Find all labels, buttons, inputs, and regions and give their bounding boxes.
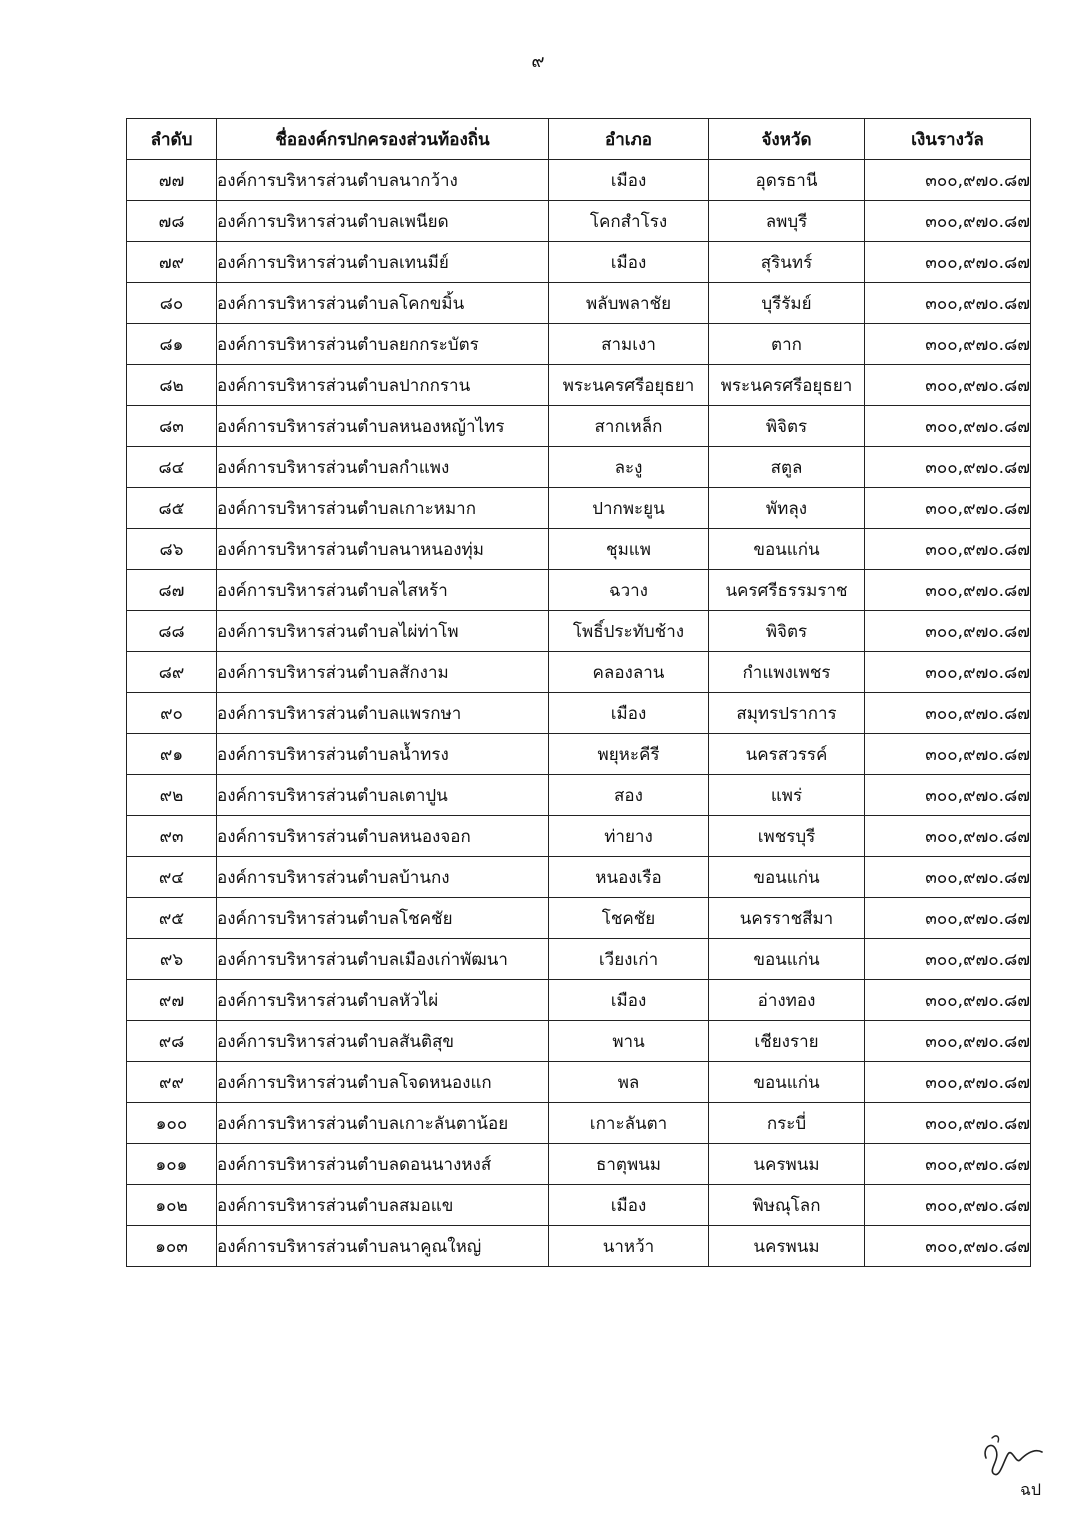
cell-name: องค์การบริหารส่วนตำบลโชคชัย <box>217 898 549 939</box>
cell-name: องค์การบริหารส่วนตำบลเพนียด <box>217 201 549 242</box>
table-row <box>127 406 1031 447</box>
cell-province: อุดรธานี <box>709 160 865 201</box>
cell-district: ฉวาง <box>549 570 709 611</box>
cell-province: ขอนแก่น <box>709 939 865 980</box>
cell-seq: ๘๐ <box>127 283 217 324</box>
cell-name: องค์การบริหารส่วนตำบลไผ่ท่าโพ <box>217 611 549 652</box>
table-row <box>127 201 1031 242</box>
cell-amount: ๓๐๐,๙๗๐.๘๗ <box>865 734 1031 775</box>
cell-seq: ๙๓ <box>127 816 217 857</box>
cell-province: นครสวรรค์ <box>709 734 865 775</box>
page-number: ๙ <box>531 51 545 72</box>
cell-name: องค์การบริหารส่วนตำบลหนองจอก <box>217 816 549 857</box>
cell-amount: ๓๐๐,๙๗๐.๘๗ <box>865 1062 1031 1103</box>
cell-seq: ๑๐๒ <box>127 1185 217 1226</box>
table-row <box>127 1103 1031 1144</box>
cell-amount: ๓๐๐,๙๗๐.๘๗ <box>865 652 1031 693</box>
cell-district: เมือง <box>549 160 709 201</box>
cell-district: ปากพะยูน <box>549 488 709 529</box>
cell-amount: ๓๐๐,๙๗๐.๘๗ <box>865 939 1031 980</box>
cell-district: โพธิ์ประทับช้าง <box>549 611 709 652</box>
cell-district: ธาตุพนม <box>549 1144 709 1185</box>
cell-name: องค์การบริหารส่วนตำบลเกาะลันตาน้อย <box>217 1103 549 1144</box>
cell-district: เมือง <box>549 242 709 283</box>
cell-name: องค์การบริหารส่วนตำบลนาคูณใหญ่ <box>217 1226 549 1267</box>
table-row <box>127 1226 1031 1267</box>
cell-name: องค์การบริหารส่วนตำบลหัวไผ่ <box>217 980 549 1021</box>
cell-name: องค์การบริหารส่วนตำบลดอนนางหงส์ <box>217 1144 549 1185</box>
cell-seq: ๙๗ <box>127 980 217 1021</box>
cell-name: องค์การบริหารส่วนตำบลหนองหญ้าไทร <box>217 406 549 447</box>
cell-seq: ๗๘ <box>127 201 217 242</box>
cell-district: ชุมแพ <box>549 529 709 570</box>
cell-province: เพชรบุรี <box>709 816 865 857</box>
signature-initials: ฉป <box>1020 1480 1042 1499</box>
table-row <box>127 365 1031 406</box>
cell-district: เมือง <box>549 980 709 1021</box>
cell-seq: ๘๖ <box>127 529 217 570</box>
cell-province: ตาก <box>709 324 865 365</box>
cell-seq: ๘๓ <box>127 406 217 447</box>
cell-amount: ๓๐๐,๙๗๐.๘๗ <box>865 406 1031 447</box>
header-amount: เงินรางวัล <box>865 119 1031 160</box>
header-seq: ลำดับ <box>127 119 217 160</box>
cell-district: พลับพลาชัย <box>549 283 709 324</box>
cell-amount: ๓๐๐,๙๗๐.๘๗ <box>865 1226 1031 1267</box>
cell-name: องค์การบริหารส่วนตำบลปากกราน <box>217 365 549 406</box>
cell-district: พระนครศรีอยุธยา <box>549 365 709 406</box>
cell-district: เมือง <box>549 693 709 734</box>
cell-province: ลพบุรี <box>709 201 865 242</box>
cell-province: กำแพงเพชร <box>709 652 865 693</box>
table-row <box>127 1185 1031 1226</box>
cell-seq: ๙๒ <box>127 775 217 816</box>
cell-amount: ๓๐๐,๙๗๐.๘๗ <box>865 857 1031 898</box>
cell-province: พัทลุง <box>709 488 865 529</box>
award-table <box>126 118 1031 1267</box>
cell-province: ขอนแก่น <box>709 1062 865 1103</box>
cell-seq: ๘๕ <box>127 488 217 529</box>
cell-name: องค์การบริหารส่วนตำบลเมืองเก่าพัฒนา <box>217 939 549 980</box>
cell-seq: ๑๐๓ <box>127 1226 217 1267</box>
cell-province: พระนครศรีอยุธยา <box>709 365 865 406</box>
cell-district: สอง <box>549 775 709 816</box>
cell-district: สากเหล็ก <box>549 406 709 447</box>
cell-amount: ๓๐๐,๙๗๐.๘๗ <box>865 693 1031 734</box>
cell-seq: ๘๒ <box>127 365 217 406</box>
cell-name: องค์การบริหารส่วนตำบลเกาะหมาก <box>217 488 549 529</box>
table-row <box>127 611 1031 652</box>
cell-district: ละงู <box>549 447 709 488</box>
header-district: อำเภอ <box>549 119 709 160</box>
cell-seq: ๑๐๐ <box>127 1103 217 1144</box>
table-row <box>127 734 1031 775</box>
cell-name: องค์การบริหารส่วนตำบลแพรกษา <box>217 693 549 734</box>
header-province: จังหวัด <box>709 119 865 160</box>
cell-name: องค์การบริหารส่วนตำบลน้ำทรง <box>217 734 549 775</box>
table-row <box>127 488 1031 529</box>
table-row <box>127 447 1031 488</box>
table-row <box>127 324 1031 365</box>
table-row <box>127 242 1031 283</box>
table-row <box>127 775 1031 816</box>
cell-province: ขอนแก่น <box>709 529 865 570</box>
cell-seq: ๗๗ <box>127 160 217 201</box>
cell-province: ขอนแก่น <box>709 857 865 898</box>
cell-name: องค์การบริหารส่วนตำบลเตาปูน <box>217 775 549 816</box>
cell-seq: ๙๘ <box>127 1021 217 1062</box>
table-row <box>127 939 1031 980</box>
cell-name: องค์การบริหารส่วนตำบลบ้านกง <box>217 857 549 898</box>
cell-amount: ๓๐๐,๙๗๐.๘๗ <box>865 775 1031 816</box>
table-row <box>127 1021 1031 1062</box>
table-row <box>127 898 1031 939</box>
cell-amount: ๓๐๐,๙๗๐.๘๗ <box>865 447 1031 488</box>
cell-province: บุรีรัมย์ <box>709 283 865 324</box>
cell-name: องค์การบริหารส่วนตำบลสักงาม <box>217 652 549 693</box>
cell-name: องค์การบริหารส่วนตำบลเทนมีย์ <box>217 242 549 283</box>
cell-district: หนองเรือ <box>549 857 709 898</box>
table-row <box>127 693 1031 734</box>
cell-province: สุรินทร์ <box>709 242 865 283</box>
cell-amount: ๓๐๐,๙๗๐.๘๗ <box>865 242 1031 283</box>
cell-seq: ๙๐ <box>127 693 217 734</box>
cell-district: พาน <box>549 1021 709 1062</box>
cell-district: คลองลาน <box>549 652 709 693</box>
cell-province: แพร่ <box>709 775 865 816</box>
cell-amount: ๓๐๐,๙๗๐.๘๗ <box>865 1144 1031 1185</box>
cell-seq: ๑๐๑ <box>127 1144 217 1185</box>
cell-name: องค์การบริหารส่วนตำบลยกกระบัตร <box>217 324 549 365</box>
table-row <box>127 570 1031 611</box>
cell-seq: ๙๙ <box>127 1062 217 1103</box>
cell-seq: ๙๕ <box>127 898 217 939</box>
header-name: ชื่อองค์กรปกครองส่วนท้องถิ่น <box>217 119 549 160</box>
cell-province: นครราชสีมา <box>709 898 865 939</box>
cell-seq: ๘๑ <box>127 324 217 365</box>
cell-seq: ๙๔ <box>127 857 217 898</box>
cell-name: องค์การบริหารส่วนตำบลกำแพง <box>217 447 549 488</box>
table-header-row <box>127 119 1031 160</box>
cell-amount: ๓๐๐,๙๗๐.๘๗ <box>865 611 1031 652</box>
cell-district: โคกสำโรง <box>549 201 709 242</box>
cell-amount: ๓๐๐,๙๗๐.๘๗ <box>865 1103 1031 1144</box>
cell-name: องค์การบริหารส่วนตำบลนาหนองทุ่ม <box>217 529 549 570</box>
table-row <box>127 160 1031 201</box>
table-row <box>127 816 1031 857</box>
table-row <box>127 980 1031 1021</box>
cell-amount: ๓๐๐,๙๗๐.๘๗ <box>865 816 1031 857</box>
cell-district: นาหว้า <box>549 1226 709 1267</box>
cell-district: พยุหะคีรี <box>549 734 709 775</box>
cell-district: เวียงเก่า <box>549 939 709 980</box>
cell-amount: ๓๐๐,๙๗๐.๘๗ <box>865 283 1031 324</box>
cell-name: องค์การบริหารส่วนตำบลสมอแข <box>217 1185 549 1226</box>
cell-district: พล <box>549 1062 709 1103</box>
table-row <box>127 652 1031 693</box>
cell-amount: ๓๐๐,๙๗๐.๘๗ <box>865 980 1031 1021</box>
cell-seq: ๘๔ <box>127 447 217 488</box>
table-row <box>127 857 1031 898</box>
cell-seq: ๙๑ <box>127 734 217 775</box>
cell-amount: ๓๐๐,๙๗๐.๘๗ <box>865 324 1031 365</box>
cell-seq: ๘๙ <box>127 652 217 693</box>
cell-province: นครพนม <box>709 1226 865 1267</box>
cell-amount: ๓๐๐,๙๗๐.๘๗ <box>865 1185 1031 1226</box>
cell-province: กระบี่ <box>709 1103 865 1144</box>
cell-district: โชคชัย <box>549 898 709 939</box>
cell-province: นครพนม <box>709 1144 865 1185</box>
cell-province: สตูล <box>709 447 865 488</box>
cell-province: พิจิตร <box>709 406 865 447</box>
cell-amount: ๓๐๐,๙๗๐.๘๗ <box>865 1021 1031 1062</box>
cell-name: องค์การบริหารส่วนตำบลสันติสุข <box>217 1021 549 1062</box>
table-row <box>127 1144 1031 1185</box>
cell-province: พิจิตร <box>709 611 865 652</box>
cell-name: องค์การบริหารส่วนตำบลโจดหนองแก <box>217 1062 549 1103</box>
cell-amount: ๓๐๐,๙๗๐.๘๗ <box>865 160 1031 201</box>
cell-district: สามเงา <box>549 324 709 365</box>
cell-amount: ๓๐๐,๙๗๐.๘๗ <box>865 201 1031 242</box>
cell-seq: ๗๙ <box>127 242 217 283</box>
cell-name: องค์การบริหารส่วนตำบลโคกขมิ้น <box>217 283 549 324</box>
cell-district: เกาะลันตา <box>549 1103 709 1144</box>
cell-province: สมุทรปราการ <box>709 693 865 734</box>
table-row <box>127 283 1031 324</box>
table-row <box>127 1062 1031 1103</box>
cell-name: องค์การบริหารส่วนตำบลนากว้าง <box>217 160 549 201</box>
cell-province: พิษณุโลก <box>709 1185 865 1226</box>
cell-seq: ๘๘ <box>127 611 217 652</box>
cell-district: เมือง <box>549 1185 709 1226</box>
cell-name: องค์การบริหารส่วนตำบลไสหร้า <box>217 570 549 611</box>
table-body <box>127 160 1031 1267</box>
cell-amount: ๓๐๐,๙๗๐.๘๗ <box>865 488 1031 529</box>
cell-seq: ๙๖ <box>127 939 217 980</box>
cell-province: อ่างทอง <box>709 980 865 1021</box>
cell-amount: ๓๐๐,๙๗๐.๘๗ <box>865 570 1031 611</box>
cell-province: เชียงราย <box>709 1021 865 1062</box>
cell-amount: ๓๐๐,๙๗๐.๘๗ <box>865 529 1031 570</box>
cell-seq: ๘๗ <box>127 570 217 611</box>
table-row <box>127 529 1031 570</box>
cell-amount: ๓๐๐,๙๗๐.๘๗ <box>865 898 1031 939</box>
cell-province: นครศรีธรรมราช <box>709 570 865 611</box>
cell-amount: ๓๐๐,๙๗๐.๘๗ <box>865 365 1031 406</box>
cell-district: ท่ายาง <box>549 816 709 857</box>
